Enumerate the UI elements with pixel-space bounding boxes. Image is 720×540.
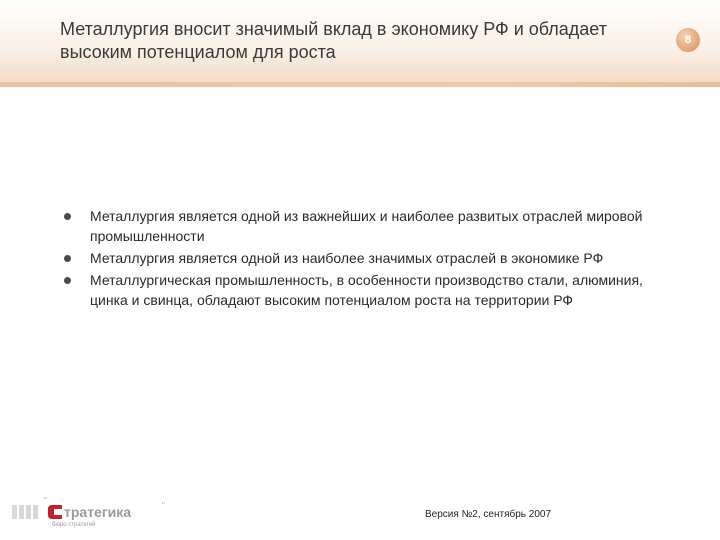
bullet-dot-icon (64, 277, 71, 284)
svg-text:тратегика: тратегика (64, 504, 132, 520)
page-number-badge: 8 (676, 28, 700, 52)
svg-text:": " (162, 501, 165, 510)
header-divider (0, 82, 720, 87)
version-label: Версия №2, сентябрь 2007 (425, 509, 552, 520)
bullet-text: Металлургическая промышленность, в особенности производство стали, алюминия, цинка и свинца, обладают высоким потенциалом роста на территории РФ (90, 272, 643, 308)
bullet-dot-icon (64, 255, 71, 262)
bullet-item (60, 206, 660, 246)
bullet-dot-icon (64, 213, 71, 220)
bullet-list (60, 206, 660, 312)
svg-text:": " (44, 496, 47, 505)
bullet-text: Металлургия является одной из наиболее значимых отраслей в экономике РФ (90, 250, 604, 266)
bullet-text: Металлургия является одной из важнейших и наиболее развитых отраслей мировой промышленности (90, 208, 643, 244)
slide-title: Металлургия вносит значимый вклад в экономику РФ и обладает высоким потенциалом для роста (60, 19, 607, 62)
stratega-logo (12, 496, 172, 528)
svg-text:бюро стратегий: бюро стратегий (52, 522, 96, 528)
bullet-item (60, 270, 660, 310)
bullet-item (60, 248, 660, 268)
